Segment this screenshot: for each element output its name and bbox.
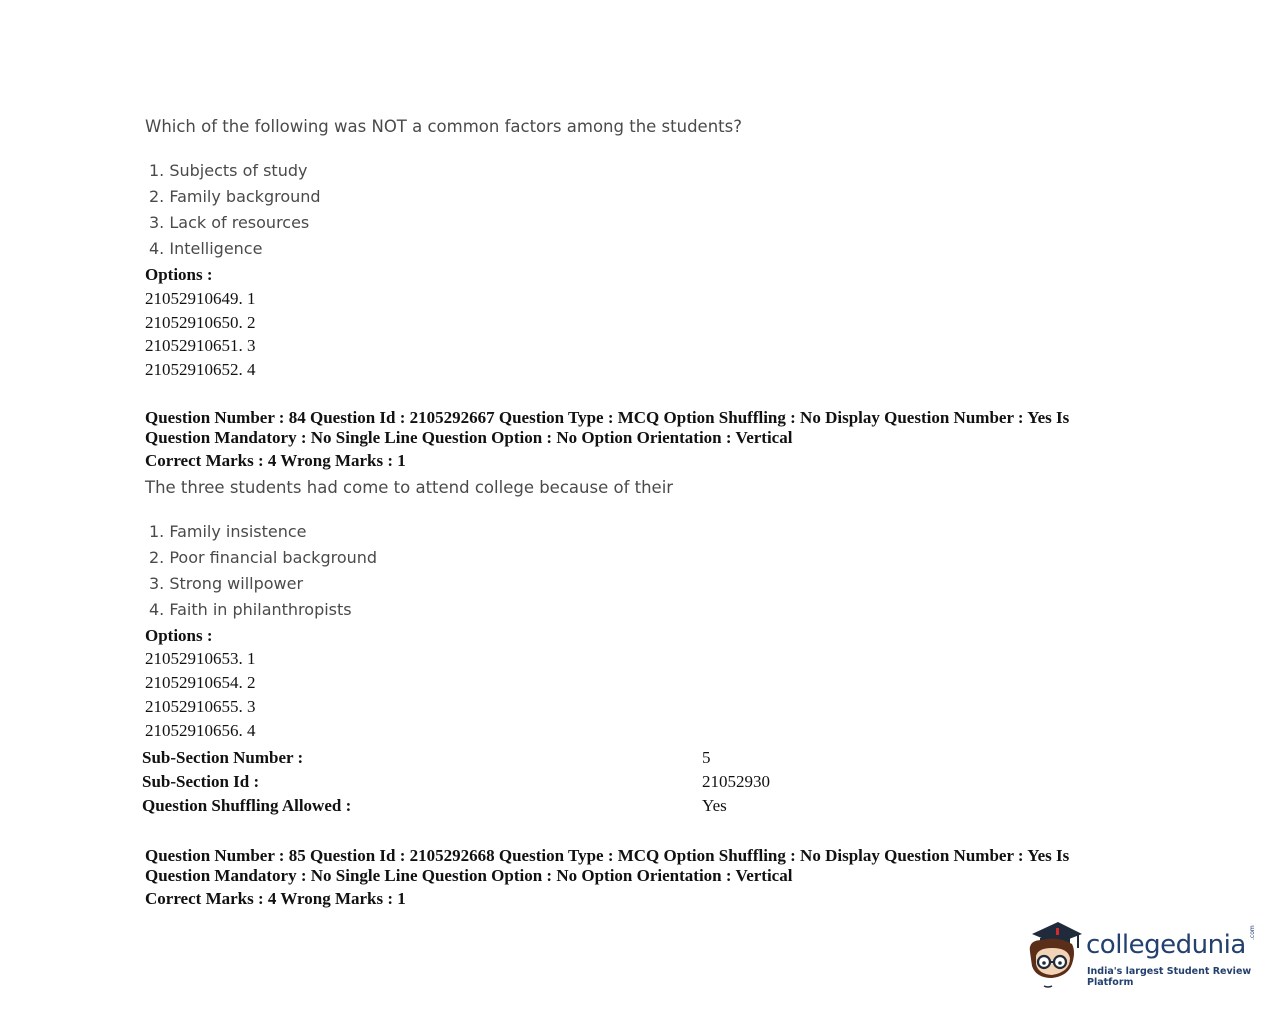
answer-item: 1. Subjects of study [149,161,308,180]
option-id: 21052910649. 1 [145,289,256,308]
option-id: 21052910655. 3 [145,697,256,716]
question-meta [145,846,1105,885]
question-meta-line: Question Number : 84 Question Id : 2105292667 Question Type : MCQ Option Shuffling : No Display Question Number : Yes Is [145,408,1070,427]
question-meta [145,408,1105,447]
question-meta-line: Question Mandatory : No Single Line Question Option : No Option Orientation : Vertical [145,865,793,885]
option-id: 21052910650. 2 [145,313,256,332]
answer-item: 3. Strong willpower [149,574,304,593]
marks-line: Correct Marks : 4 Wrong Marks : 1 [145,451,406,470]
brand-suffix: .com [1249,925,1256,940]
mascot-icon [1022,918,1086,990]
marks-line: Correct Marks : 4 Wrong Marks : 1 [145,889,406,908]
answer-item: 1. Family insistence [149,522,307,541]
option-id: 21052910651. 3 [145,336,256,355]
options-label: Options : [145,626,213,645]
option-id: 21052910653. 1 [145,649,256,668]
option-id: 21052910656. 4 [145,721,256,740]
question-meta-line: Question Mandatory : No Single Line Question Option : No Option Orientation : Vertical [145,427,793,447]
question-text: Which of the following was NOT a common factors among the students? [145,117,742,136]
answer-item: 2. Family background [149,187,321,206]
brand-tagline: India's largest Student Review Platform [1087,966,1252,988]
subsection-label: Question Shuffling Allowed : [142,796,352,815]
answer-item: 3. Lack of resources [149,213,310,232]
question-meta-line: Question Number : 85 Question Id : 2105292668 Question Type : MCQ Option Shuffling : No Display Question Number : Yes Is [145,846,1070,865]
subsection-label: Sub-Section Id : [142,772,260,791]
options-label: Options : [145,265,213,284]
question-text: The three students had come to attend college because of their [145,478,674,497]
subsection-value: 5 [702,748,711,767]
brand-name: collegedunia [1086,930,1246,960]
answer-item: 4. Intelligence [149,239,263,258]
collegedunia-logo[interactable] [1022,918,1262,990]
answer-item: 2. Poor financial background [149,548,378,567]
subsection-value: 21052930 [702,772,770,791]
option-id: 21052910652. 4 [145,360,256,379]
subsection-label: Sub-Section Number : [142,748,304,767]
option-id: 21052910654. 2 [145,673,256,692]
subsection-value: Yes [702,796,727,815]
answer-item: 4. Faith in philanthropists [149,600,352,619]
